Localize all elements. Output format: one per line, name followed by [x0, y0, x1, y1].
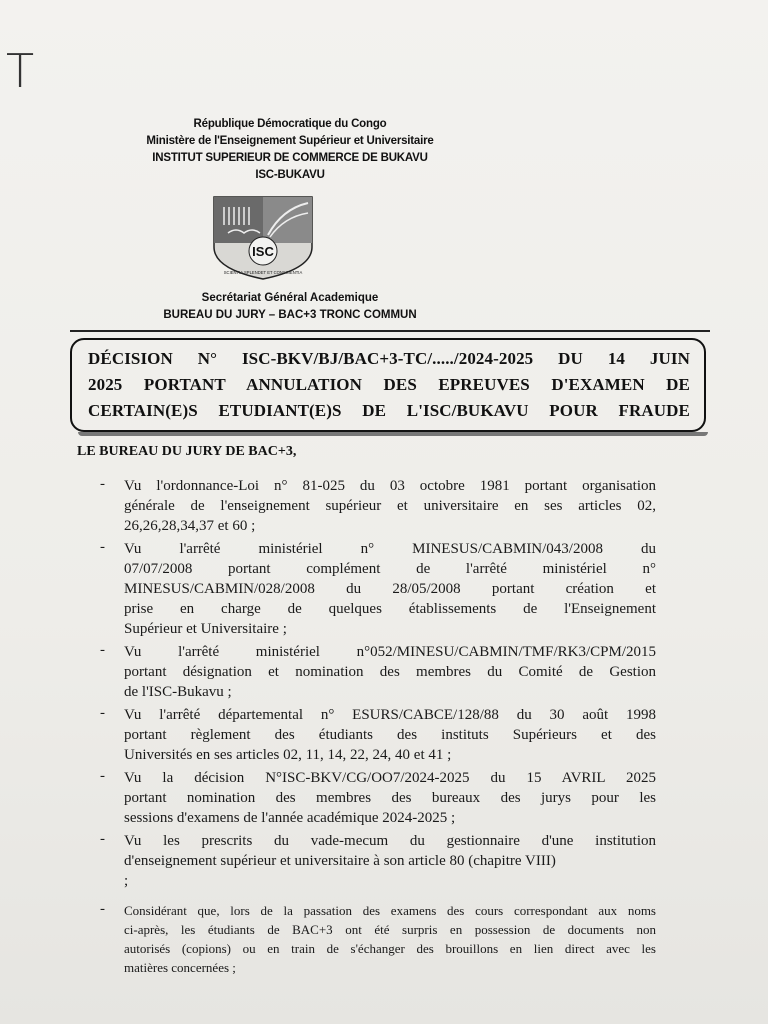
recital-line: Considérant que, lors de la passation des examens des cours correspondant aux noms — [124, 903, 656, 918]
recitals-list — [100, 476, 656, 977]
decision-title-line: CERTAIN(E)S ETUDIANT(E)S DE L'ISC/BUKAVU POUR FRAUDE — [88, 401, 690, 420]
recital-line: portant désignation et nomination des membres du Comité de Gestion — [124, 664, 656, 680]
institution-header — [120, 116, 460, 184]
recital-line: sessions d'examens de l'année académique 2024-2025 ; — [124, 810, 456, 826]
recital-line: ci-après, les étudiants de BAC+3 ont été surpris en possession de documents non — [124, 922, 656, 937]
recital-line: 07/07/2008 portant complément de l'arrêté ministériel n° — [124, 561, 656, 577]
recital-line: Vu la décision N°ISC-BKV/CG/OO7/2024-2025 du 15 AVRIL 2025 — [124, 770, 656, 786]
jury-heading: LE BUREAU DU JURY DE BAC+3, — [77, 444, 297, 459]
recital-line: portant nomination des membres des bureaux des jurys pour les — [124, 790, 656, 806]
title-box-shadow — [78, 432, 708, 436]
recital-item — [100, 831, 656, 891]
recital-line: Vu l'ordonnance-Loi n° 81-025 du 03 octobre 1981 portant organisation — [124, 478, 656, 494]
recital-line: Vu les prescrits du vade-mecum du gestionnaire d'une institution — [124, 833, 656, 849]
header-institute: INSTITUT SUPERIEUR DE COMMERCE DE BUKAVU — [152, 152, 428, 164]
recital-line: Supérieur et Universitaire ; — [124, 621, 287, 637]
handwritten-mark: T — [6, 44, 35, 98]
list-dash: - — [100, 476, 105, 492]
list-dash: - — [100, 768, 105, 784]
isc-logo — [212, 195, 322, 281]
recital-line: autorisés (copions) ou en train de s'échanger des brouillons en lien direct avec les — [124, 941, 656, 956]
list-dash: - — [100, 705, 105, 721]
decision-title-line: 2025 PORTANT ANNULATION DES EPREUVES D'EXAMEN DE — [88, 375, 690, 394]
secretariat-name: Secrétariat Général Academique — [201, 292, 379, 304]
decision-title-line: DÉCISION N° ISC-BKV/BJ/BAC+3-TC/...../2024-2025 DU 14 JUIN — [88, 349, 690, 368]
recital-line: Universités en ses articles 02, 11, 14, 22, 24, 40 et 41 ; — [124, 747, 452, 763]
list-dash: - — [100, 642, 105, 658]
separator-rule — [70, 330, 710, 332]
recital-item — [100, 901, 656, 977]
header-ministry: Ministère de l'Enseignement Supérieur et Universitaire — [146, 135, 434, 147]
recital-line: matières concernées ; — [124, 960, 236, 975]
recital-line: MINESUS/CABMIN/028/2008 du 28/05/2008 portant création et — [124, 581, 656, 597]
list-dash: - — [100, 831, 105, 847]
recital-line: de l'ISC-Bukavu ; — [124, 684, 232, 700]
logo-text: ISC — [252, 244, 274, 259]
recital-line: générale de l'enseignement supérieur et universitaire en ses articles 02, — [124, 498, 656, 514]
jury-office-name: BUREAU DU JURY – BAC+3 TRONC COMMUN — [163, 309, 417, 321]
recital-line: Vu l'arrêté ministériel n°052/MINESU/CABMIN/TMF/RK3/CPM/2015 — [124, 644, 656, 660]
recital-item — [100, 642, 656, 702]
recital-line: prise en charge de quelques établissements de l'Enseignement — [124, 601, 656, 617]
recital-line: Vu l'arrêté départemental n° ESURS/CABCE/128/88 du 30 août 1998 — [124, 707, 656, 723]
header-short-name: ISC-BUKAVU — [255, 169, 325, 181]
list-dash: - — [100, 901, 105, 917]
logo-motto: SCIENTIA SPLENDET ET CONSCIENTIA — [223, 270, 303, 275]
recital-line: 26,26,28,34,37 et 60 ; — [124, 518, 256, 534]
recital-item — [100, 768, 656, 828]
recital-line: Vu l'arrêté ministériel n° MINESUS/CABMIN/043/2008 du — [124, 541, 656, 557]
recital-line: portant règlement des étudiants des instituts Supérieurs et des — [124, 727, 656, 743]
recital-item — [100, 705, 656, 765]
recital-line: ; — [124, 873, 129, 889]
recital-line: d'enseignement supérieur et universitaire à son article 80 (chapitre VIII) — [124, 853, 556, 869]
recital-item — [100, 539, 656, 639]
list-dash: - — [100, 539, 105, 555]
secretariat-block — [140, 290, 440, 324]
header-country: République Démocratique du Congo — [193, 118, 387, 130]
recital-item — [100, 476, 656, 536]
decision-title-box — [70, 338, 706, 432]
